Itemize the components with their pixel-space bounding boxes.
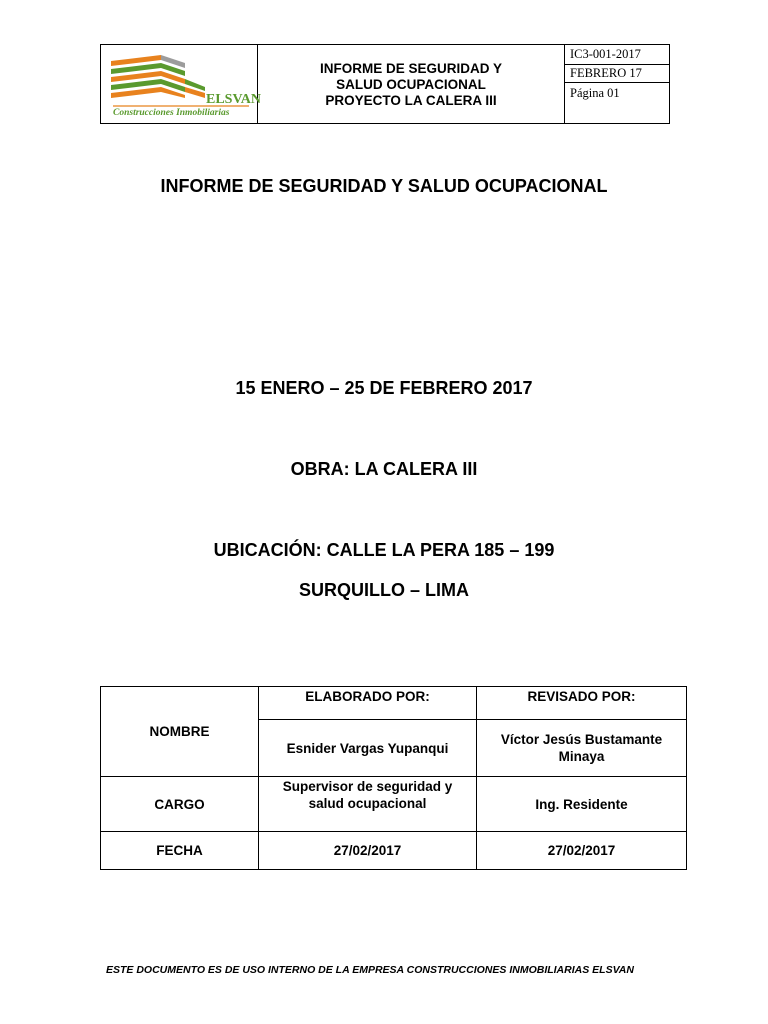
revisado-nombre [477, 720, 687, 777]
header-title [258, 45, 565, 124]
project-name: OBRA: LA CALERA III [290, 459, 478, 479]
company-logo [109, 51, 261, 118]
header-title-line: SALUD OCUPACIONAL [336, 76, 486, 92]
nombre-label: NOMBRE [101, 687, 259, 777]
document-code: IC3-001-2017 [565, 45, 670, 65]
revisado-cargo: Ing. Residente [477, 777, 687, 832]
signature-table [100, 686, 687, 870]
document-date: FEBRERO 17 [565, 65, 670, 83]
logo-tagline: Construcciones Inmobiliarias [113, 108, 230, 118]
elaborado-cargo-line: Supervisor de seguridad y [282, 779, 453, 794]
project-district: SURQUILLO – LIMA [299, 580, 469, 600]
revisado-header: REVISADO POR: [477, 687, 687, 720]
elaborado-fecha: 27/02/2017 [259, 832, 477, 870]
building-icon [111, 55, 205, 98]
fecha-label: FECHA [101, 832, 259, 870]
elaborado-cargo [259, 777, 477, 832]
revisado-fecha: 27/02/2017 [477, 832, 687, 870]
footer-note: ESTE DOCUMENTO ES DE USO INTERNO DE LA EMPRESA CONSTRUCCIONES INMOBILIARIAS ELSVAN [106, 964, 634, 976]
cargo-label: CARGO [101, 777, 259, 832]
report-period: 15 ENERO – 25 DE FEBRERO 2017 [235, 378, 533, 398]
page-title: INFORME DE SEGURIDAD Y SALUD OCUPACIONAL [160, 176, 608, 196]
header-title-line: PROYECTO LA CALERA III [325, 92, 497, 108]
revisado-nombre-line: Minaya [558, 749, 605, 764]
project-location: UBICACIÓN: CALLE LA PERA 185 – 199 [213, 540, 555, 560]
page-number: Página 01 [565, 83, 670, 124]
logo-brand: ELSVAN [206, 92, 261, 107]
elaborado-cargo-line: salud ocupacional [308, 796, 427, 811]
header-title-line: INFORME DE SEGURIDAD Y [319, 60, 503, 76]
logo-cell [101, 45, 261, 124]
elaborado-nombre: Esnider Vargas Yupanqui [259, 720, 477, 777]
document-header [100, 44, 670, 124]
revisado-nombre-line: Víctor Jesús Bustamante [500, 732, 663, 747]
elaborado-header: ELABORADO POR: [259, 687, 477, 720]
